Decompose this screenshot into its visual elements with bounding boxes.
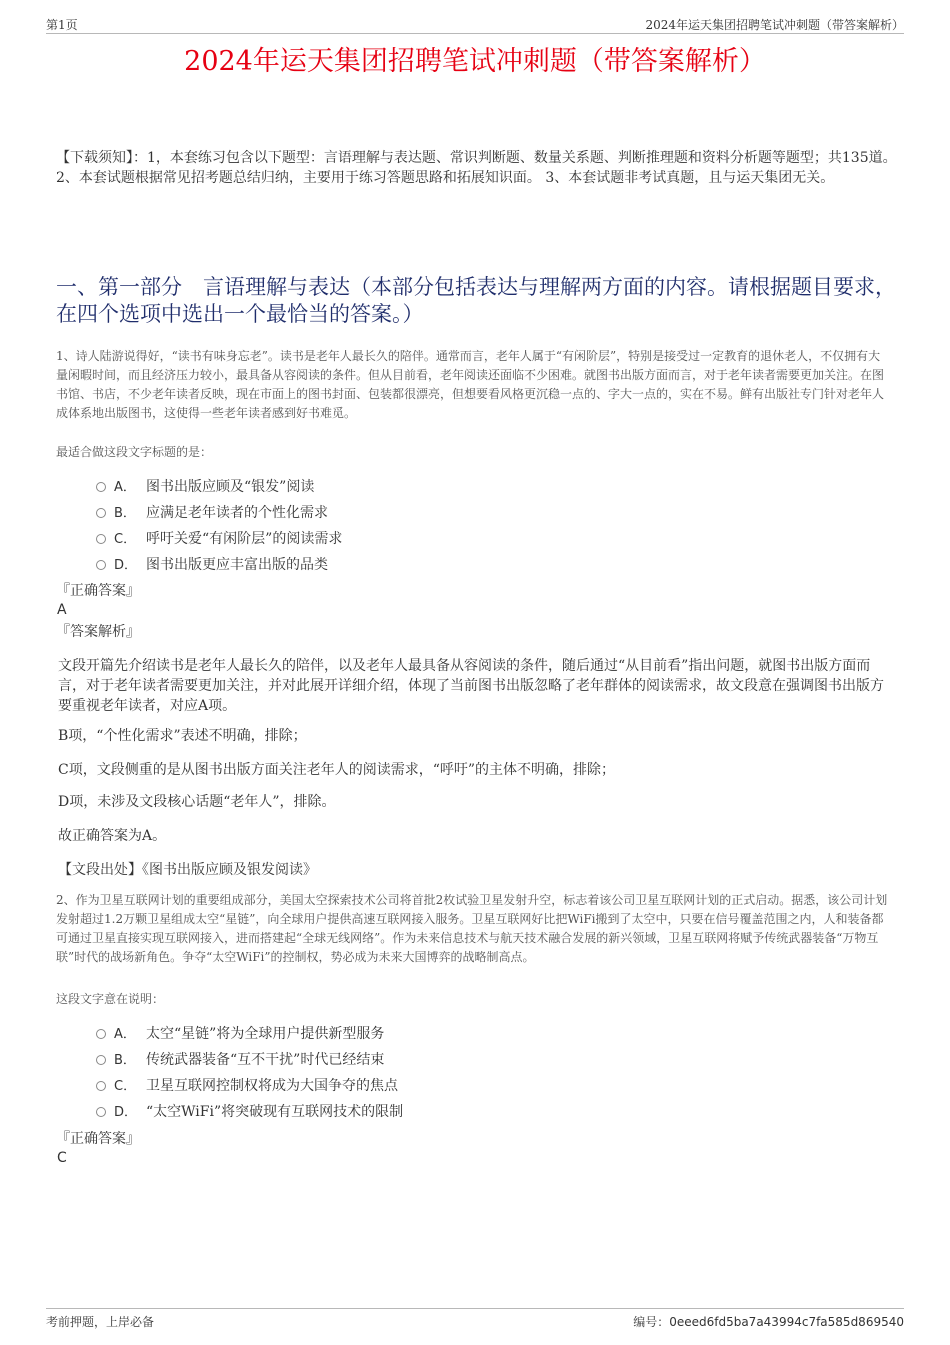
q1-analysis-conclusion: 故正确答案为A。	[58, 828, 167, 844]
footer-code: 编号：0eeed6fd5ba7a43994c7fa585d869540	[633, 1315, 904, 1329]
q2-answer: C	[57, 1150, 67, 1166]
footer-slogan: 考前押题，上岸必备	[46, 1315, 155, 1329]
radio-icon[interactable]	[96, 560, 106, 570]
page-title: 2024年运天集团招聘笔试冲刺题（带答案解析）	[184, 46, 766, 77]
q1-option-a[interactable]: A． 图书出版应顾及“银发”阅读	[96, 477, 314, 498]
radio-icon[interactable]	[96, 534, 106, 544]
q1-option-c[interactable]: C． 呼吁关爱“有闲阶层”的阅读需求	[96, 529, 342, 550]
radio-icon[interactable]	[96, 1029, 106, 1039]
page-header	[46, 14, 904, 34]
q2-option-a[interactable]: A． 太空“星链”将为全球用户提供新型服务	[96, 1024, 384, 1045]
header-doc-title: 2024年运天集团招聘笔试冲刺题（带答案解析）	[645, 18, 904, 32]
q1-analysis-label: 『答案解析』	[56, 624, 140, 640]
download-notice: 【下载须知】：1，本套练习包含以下题型：言语理解与表达题、常识判断题、数量关系题、判断推理题和资料分析题等题型；共135道。 2、本套试题根据常见招考题总结归纳，主要用于练习答题思路和拓展知识面。 3、本套试题非考试真题，且与运天集团无关。	[56, 150, 897, 186]
q2-prompt: 这段文字意在说明：	[56, 992, 165, 1006]
q1-prompt: 最适合做这段文字标题的是：	[56, 445, 213, 459]
q1-answer-label: 『正确答案』	[56, 583, 140, 599]
q2-answer-label: 『正确答案』	[56, 1131, 140, 1147]
q1-answer: A	[57, 602, 67, 618]
q1-analysis-main: 文段开篇先介绍读书是老年人最长久的陪伴，以及老年人最具备从容阅读的条件，随后通过“从目前看”指出问题，就图书出版方面而言，对于老年读者需要更加关注，并对此展开详细介绍，体现了当前图书出版忽略了老年群体的阅读需求，故文段意在强调图书出版方要重视老年读者，对应A项。	[58, 658, 884, 714]
q1-analysis-b: B项，“个性化需求”表述不明确，排除；	[58, 728, 307, 744]
radio-icon[interactable]	[96, 1107, 106, 1117]
q1-analysis-d: D项，未涉及文段核心话题“老年人”，排除。	[58, 794, 336, 810]
q1-source: 【文段出处】《图书出版应顾及银发阅读》	[58, 862, 317, 878]
section-heading: 一、第一部分 言语理解与表达（本部分包括表达与理解两方面的内容。请根据题目要求，在四个选项中选出一个最恰当的答案。）	[56, 275, 896, 326]
q2-option-c[interactable]: C． 卫星互联网控制权将成为大国争夺的焦点	[96, 1076, 398, 1097]
q1-option-d[interactable]: D． 图书出版更应丰富出版的品类	[96, 555, 328, 576]
q2-option-d[interactable]: D． “太空WiFi”将突破现有互联网技术的限制	[96, 1102, 403, 1123]
q1-analysis-c: C项，文段侧重的是从图书出版方面关注老年人的阅读需求，“呼吁”的主体不明确，排除；	[58, 762, 616, 778]
page-footer	[46, 1308, 904, 1332]
q2-passage: 2、作为卫星互联网计划的重要组成部分，美国太空探索技术公司将首批2枚试验卫星发射升空，标志着该公司卫星互联网计划的正式启动。据悉，该公司计划发射超过1.2万颗卫星组成太空“星链”，向全球用户提供高速互联网接入服务。卫星互联网好比把WiFi搬到了太空中，只要在信号覆盖范围之内，人和装备都可通过卫星直接实现互联网接入，进而搭建起“全球无线网络”。作为未来信息技术与航天技术融合发展的新兴领域，卫星互联网将赋予传统武器装备“万物互联”时代的战场新角色。争夺“太空WiFi”的控制权，势必成为未来大国博弈的战略制高点。	[56, 893, 888, 964]
q2-option-b[interactable]: B． 传统武器装备“互不干扰”时代已经结束	[96, 1050, 384, 1071]
radio-icon[interactable]	[96, 482, 106, 492]
q1-passage: 1、诗人陆游说得好，“读书有味身忘老”。读书是老年人最长久的陪伴。通常而言，老年人属于“有闲阶层”，特别是接受过一定教育的退休老人，不仅拥有大量闲暇时间，而且经济压力较小，最具备从容阅读的条件。但从目前看，老年阅读还面临不少困难。就图书出版方面而言，对于老年读者需要更加关注。在图书馆、书店，不少老年读者反映，现在市面上的图书封面、包装都很漂亮，但想要看风格更沉稳一点的、字大一点的，实在不易。鲜有出版社专门针对老年人成体系地出版图书，这使得一些老年读者感到好书难觅。	[56, 349, 885, 420]
page-number: 第1页	[46, 18, 78, 32]
radio-icon[interactable]	[96, 1081, 106, 1091]
radio-icon[interactable]	[96, 508, 106, 518]
q1-option-b[interactable]: B． 应满足老年读者的个性化需求	[96, 503, 328, 524]
radio-icon[interactable]	[96, 1055, 106, 1065]
